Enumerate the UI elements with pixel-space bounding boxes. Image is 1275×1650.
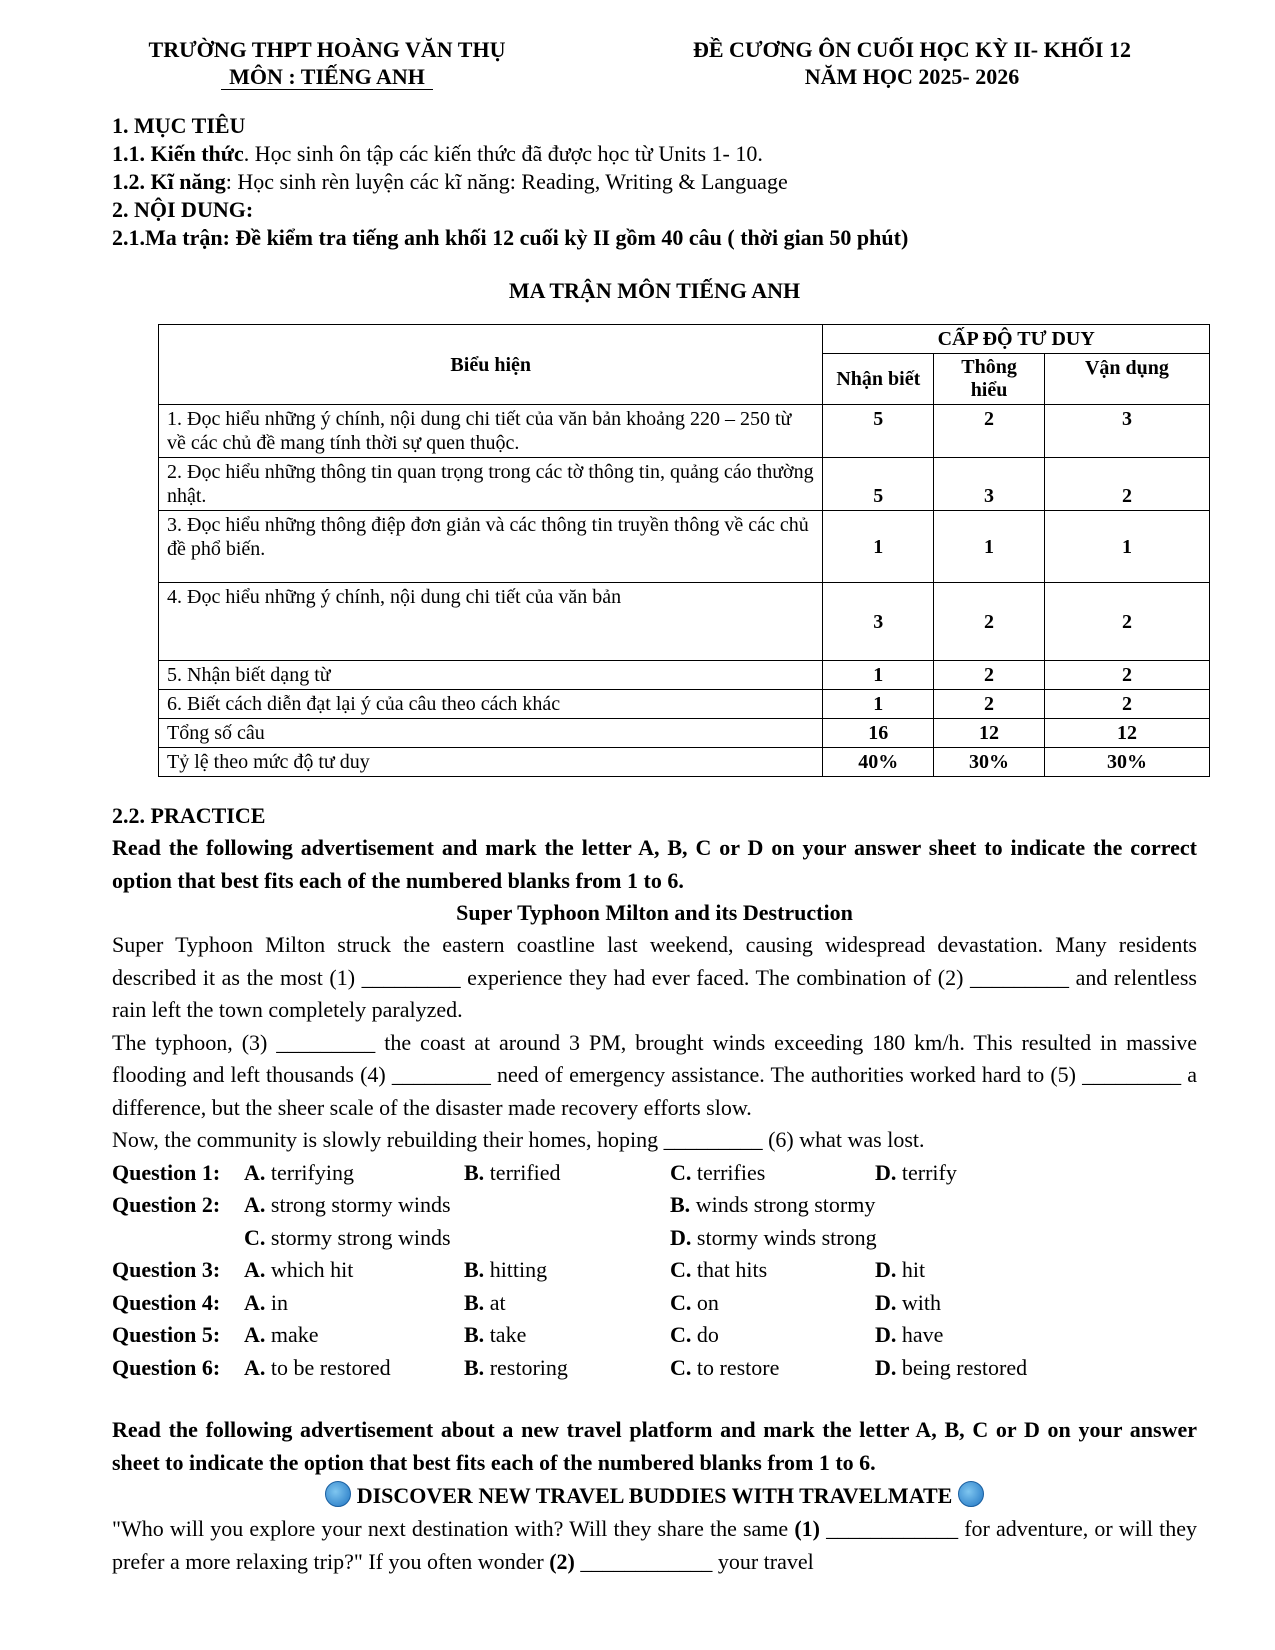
matrix-cell: 2 xyxy=(1044,583,1209,661)
knowledge-text: . Học sinh ôn tập các kiến thức đã được học từ Units 1- 10. xyxy=(243,141,763,166)
question-label: Question 3: xyxy=(112,1257,221,1282)
matrix-cell: 1 xyxy=(823,511,934,583)
matrix-header-col3: Vận dụng xyxy=(1044,354,1209,405)
option-d: D. terrify xyxy=(875,1159,957,1185)
matrix-cell: 2 xyxy=(934,690,1045,719)
matrix-cell: 3 xyxy=(1044,405,1209,458)
matrix-cell: 2 xyxy=(1044,690,1209,719)
matrix-header-group: CẤP ĐỘ TƯ DUY xyxy=(823,325,1210,354)
question-5 xyxy=(112,1319,1197,1352)
matrix-total-label: Tổng số câu xyxy=(159,719,823,748)
practice-section xyxy=(112,800,1197,1578)
option-b: B. hitting xyxy=(464,1257,548,1282)
option-c: C. to restore xyxy=(670,1354,780,1380)
option-d: D. with xyxy=(875,1289,942,1315)
matrix-row-desc: 3. Đọc hiểu những thông điệp đơn giản và các thông tin truyền thông về các chủ đề phổ biến. xyxy=(159,511,823,583)
question-label: Question 4: xyxy=(112,1289,221,1315)
blank-2-label: (2) xyxy=(549,1548,575,1574)
subject-name: MÔN : TIẾNG ANH xyxy=(221,65,433,90)
globe-icon xyxy=(958,1481,984,1507)
matrix-table xyxy=(158,324,1210,777)
matrix-header-desc: Biểu hiện xyxy=(159,325,823,405)
option-a: A. strong stormy winds xyxy=(244,1192,451,1217)
school-year: NĂM HỌC 2025- 2026 xyxy=(804,64,1020,89)
instruction-1: Read the following advertisement and mark the letter A, B, C or D on your answer sheet to indicate the correct option that best fits each of the numbered blanks from 1 to 6. xyxy=(112,835,1197,893)
matrix-cell: 1 xyxy=(823,690,934,719)
passage-2-title: DISCOVER NEW TRAVEL BUDDIES WITH TRAVELMATE xyxy=(356,1483,953,1508)
option-a: A. terrifying xyxy=(244,1159,354,1185)
matrix-cell: 30% xyxy=(934,748,1045,777)
question-2 xyxy=(112,1189,1197,1222)
matrix-cell: 1 xyxy=(934,511,1045,583)
question-label: Question 1: xyxy=(112,1159,221,1185)
option-d: D. stormy winds strong xyxy=(670,1224,877,1250)
matrix-cell: 2 xyxy=(934,583,1045,661)
matrix-ratio-label: Tỷ lệ theo mức độ tư duy xyxy=(159,748,823,777)
option-d: D. have xyxy=(875,1322,944,1347)
document-header xyxy=(112,36,1197,98)
question-3 xyxy=(112,1254,1197,1287)
question-6 xyxy=(112,1352,1197,1385)
question-label: Question 2: xyxy=(112,1192,221,1217)
skills-label: 1.2. Kĩ năng xyxy=(112,169,226,194)
knowledge-label: 1.1. Kiến thức xyxy=(112,141,244,166)
knowledge-line xyxy=(112,140,1197,168)
option-c: C. that hits xyxy=(670,1257,768,1282)
matrix-header-col1: Nhận biết xyxy=(823,354,934,405)
passage-1-para-3: Now, the community is slowly rebuilding their homes, hoping _________ (6) what was lost. xyxy=(112,1127,925,1152)
instruction-2: Read the following advertisement about a new travel platform and mark the letter A, B, C or D on your answer sheet to indicate the option that best fits each of the numbered blanks from 1 to 6. xyxy=(112,1417,1197,1475)
option-b: B. terrified xyxy=(464,1159,561,1185)
matrix-header-col2: Thông hiểu xyxy=(934,354,1045,405)
option-b: B. restoring xyxy=(464,1354,568,1380)
matrix-row-desc: 1. Đọc hiểu những ý chính, nội dung chi tiết của văn bản khoảng 220 – 250 từ về các chủ đề mang tính thời sự quen thuộc. xyxy=(159,405,823,458)
option-b: B. at xyxy=(464,1289,506,1315)
matrix-row-desc: 4. Đọc hiểu những ý chính, nội dung chi tiết của văn bản xyxy=(159,583,823,661)
skills-line xyxy=(112,168,1197,196)
question-2-cont xyxy=(112,1222,1197,1255)
school-block xyxy=(112,36,542,90)
option-a: A. to be restored xyxy=(244,1354,391,1380)
passage-2-title-line xyxy=(112,1479,1197,1513)
passage-2-para-1: "Who will you explore your next destination with? Will they share the same (1) ____________ for adventure, or will they prefer a more relaxing trip?" If you often wonder (2) ____________ your travel xyxy=(112,1516,1197,1574)
option-a: A. make xyxy=(244,1322,319,1347)
matrix-cell: 12 xyxy=(934,719,1045,748)
option-b: B. winds strong stormy xyxy=(670,1192,876,1217)
option-c: C. do xyxy=(670,1322,719,1347)
matrix-cell: 2 xyxy=(934,405,1045,458)
matrix-row-desc: 5. Nhận biết dạng từ xyxy=(159,661,823,690)
section-1-heading: 1. MỤC TIÊU xyxy=(112,113,246,138)
matrix-cell: 12 xyxy=(1044,719,1209,748)
option-c: C. on xyxy=(670,1289,719,1315)
question-label: Question 5: xyxy=(112,1322,221,1347)
matrix-cell: 2 xyxy=(1044,661,1209,690)
matrix-cell: 2 xyxy=(1044,458,1209,511)
matrix-cell: 5 xyxy=(823,405,934,458)
matrix-cell: 2 xyxy=(934,661,1045,690)
matrix-cell: 3 xyxy=(934,458,1045,511)
passage-1-para-2: The typhoon, (3) _________ the coast at around 3 PM, brought winds exceeding 180 km/h. This resulted in massive flooding and left thousands (4) _________ need of emergency assistance. The authorities worked hard to (5) _________ a difference, but the sheer scale of the disaster made recovery efforts slow. xyxy=(112,1029,1197,1120)
option-a: A. which hit xyxy=(244,1257,354,1282)
matrix-row-desc: 6. Biết cách diễn đạt lại ý của câu theo cách khác xyxy=(159,690,823,719)
page xyxy=(112,36,1197,304)
option-c: C. terrifies xyxy=(670,1159,766,1185)
document-title: ĐỀ CƯƠNG ÔN CUỐI HỌC KỲ II- KHỐI 12 xyxy=(693,37,1131,62)
matrix-cell: 40% xyxy=(823,748,934,777)
matrix-description: 2.1.Ma trận: Đề kiểm tra tiếng anh khối 12 cuối kỳ II gồm 40 câu ( thời gian 50 phút) xyxy=(112,225,909,250)
option-c: C. stormy strong winds xyxy=(244,1224,451,1250)
matrix-row-desc: 2. Đọc hiểu những thông tin quan trọng trong các tờ thông tin, quảng cáo thường nhật. xyxy=(159,458,823,511)
matrix-cell: 1 xyxy=(1044,511,1209,583)
title-block xyxy=(632,36,1192,90)
section-2-heading: 2. NỘI DUNG: xyxy=(112,197,254,222)
option-d: D. hit xyxy=(875,1257,926,1282)
matrix-title: MA TRẬN MÔN TIẾNG ANH xyxy=(508,278,801,303)
globe-icon xyxy=(325,1481,351,1507)
matrix-cell: 5 xyxy=(823,458,934,511)
option-a: A. in xyxy=(244,1289,289,1315)
question-label: Question 6: xyxy=(112,1354,221,1380)
school-name: TRƯỜNG THPT HOÀNG VĂN THỤ xyxy=(148,37,506,62)
question-1 xyxy=(112,1157,1197,1190)
matrix-cell: 3 xyxy=(823,583,934,661)
question-4 xyxy=(112,1287,1197,1320)
option-b: B. take xyxy=(464,1322,527,1347)
matrix-cell: 1 xyxy=(823,661,934,690)
passage-1-para-1: Super Typhoon Milton struck the eastern coastline last weekend, causing widespread devastation. Many residents described it as the most (1) _________ experience they had ever faced. The combination of (2) _________ and relentless rain left the town completely paralyzed. xyxy=(112,932,1197,1022)
matrix-cell: 30% xyxy=(1044,748,1209,777)
skills-text: : Học sinh rèn luyện các kĩ năng: Reading, Writing & Language xyxy=(225,169,788,194)
blank-1-label: (1) xyxy=(794,1516,820,1541)
option-d: D. being restored xyxy=(875,1354,1028,1380)
practice-heading: 2.2. PRACTICE xyxy=(112,803,266,828)
matrix-cell: 16 xyxy=(823,719,934,748)
passage-1-title: Super Typhoon Milton and its Destruction xyxy=(456,900,853,925)
